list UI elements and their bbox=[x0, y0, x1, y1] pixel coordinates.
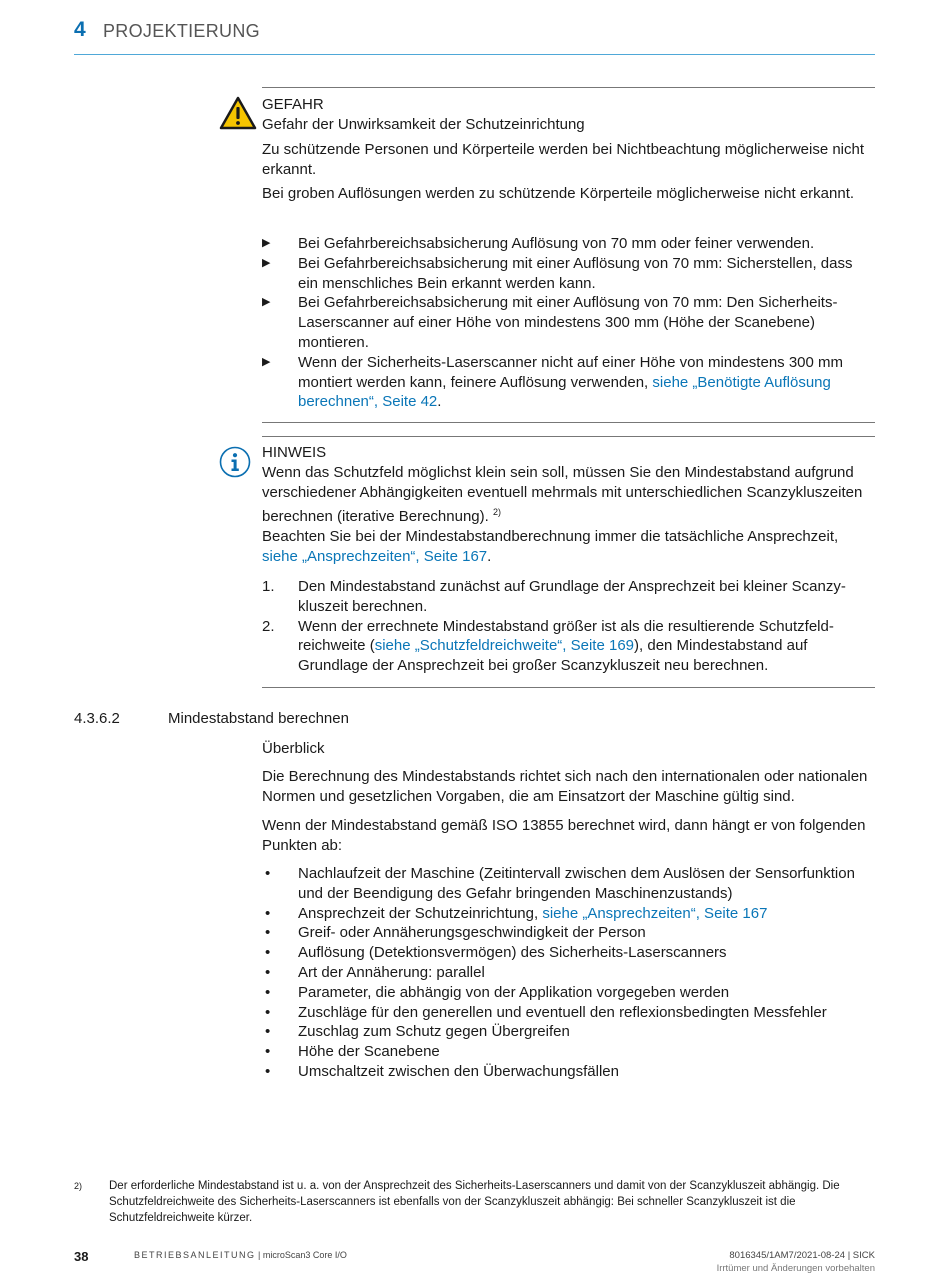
danger-paragraph-2: Bei groben Auflösungen werden zu schützende Körperteile möglicherweise nicht erkannt. bbox=[262, 185, 855, 202]
notice-paragraph-1: Wenn das Schutzfeld möglichst klein sein soll, müssen Sie den Mindestabstand aufgrund verschiedener Abhängigkeiten eventuell mehrmals mit unterschiedlichen Scanzykluszeiten berechnen (iterative Berechnung). $^{2)}$ bbox=[262, 464, 863, 525]
list-item: ▶ Bei Gefahrbereichsabsicherung mit einer Auflösung von 70 mm: Sicherstellen, dass ein menschliches Bein erkannt werden kann. bbox=[262, 254, 853, 292]
list-item: ▶ Bei Gefahrbereichsabsicherung Auflösung von 70 mm oder feiner verwenden. bbox=[262, 235, 815, 252]
chapter-title: PROJEKTIERUNG bbox=[103, 21, 260, 41]
list-item: • Auflösung (Detektionsvermögen) des Sicherheits-Laserscanners bbox=[265, 944, 727, 962]
notice-label: HINWEIS bbox=[262, 444, 327, 461]
link-ansprechzeiten-2[interactable]: siehe „Ansprechzeiten“, Seite 167 bbox=[542, 904, 768, 922]
list-item: • Höhe der Scanebene bbox=[265, 1043, 440, 1061]
section-paragraph-1: Die Berechnung des Mindestabstands richtet sich nach den internationalen oder nationalen Normen und gesetzlichen Vorgaben, die am Einsatzort der Maschine gültig sind. bbox=[262, 768, 868, 805]
triangle-bullet-icon: ▶ bbox=[262, 296, 271, 309]
list-item: 1. Den Mindestabstand zunächst auf Grundlage der Ansprechzeit bei kleiner Scanzykluszeit berechnen. bbox=[262, 578, 846, 615]
notice-steps bbox=[262, 577, 875, 676]
danger-label: GEFAHR bbox=[262, 96, 324, 113]
footer-disclaimer: Irrtümer und Änderungen vorbehalten bbox=[716, 1263, 875, 1274]
subheading-ueberblick: Überblick bbox=[262, 740, 325, 757]
list-item: ▶ Wenn der Sicherheits-Laserscanner nicht auf einer Höhe von mindestens 300 mm montiert werden kann, feinere Auflösung verwenden, siehe „Benötigte Auflösung berechnen“, Seite 42. bbox=[262, 353, 844, 411]
list-item: • Greif- oder Annäherungsgeschwindigkeit der Person bbox=[265, 924, 646, 942]
list-item: • Zuschläge für den generellen und eventuell den reflexionsbedingten Messfehler bbox=[265, 1003, 827, 1021]
list-item: • Umschaltzeit zwischen den Überwachungsfällen bbox=[265, 1062, 619, 1080]
footnote-mark: 2) bbox=[74, 1181, 83, 1191]
triangle-bullet-icon: ▶ bbox=[262, 355, 271, 368]
footnote-text: Der erforderliche Mindestabstand ist u. a. von der Ansprechzeit des Sicherheits-Laserscanners und damit von der Scanzykluszeit abhängig. Die Schutzfeldreichweite des Sicherheits-Laserscanners ist ebenfalls von der Scanzykluszeit abhängig: Bei schneller Scanzykluszeit ist die Schutzfeldreichweite kürzer. bbox=[109, 1180, 840, 1224]
list-item: ▶ Bei Gefahrbereichsabsicherung mit einer Auflösung von 70 mm: Den Sicherheits-Laserscanner auf einer Höhe von mindestens 300 mm (Höhe der Scanebene) montieren. bbox=[262, 294, 838, 351]
info-icon bbox=[219, 446, 251, 478]
list-item: • Nachlaufzeit der Maschine (Zeitintervall zwischen dem Auslösen der Sensorfunktion und der Beendigung des Gefahr bringenden Maschinenzustands) bbox=[265, 865, 855, 902]
footer-document-title: BETRIEBSANLEITUNG | microScan3 Core I/O bbox=[134, 1250, 347, 1260]
section-paragraph-2: Wenn der Mindestabstand gemäß ISO 13855 berechnet wird, dann hängt er von folgenden Punkten ab: bbox=[262, 817, 866, 854]
link-schutzfeldreichweite[interactable]: siehe „Schutzfeldreichweite“, Seite 169 bbox=[374, 637, 635, 655]
footnote-reference[interactable]: 2) bbox=[492, 506, 501, 517]
link-aufloesung[interactable]: siehe „Benötigte Auflösung berechnen“, Seite 42 bbox=[298, 373, 831, 411]
list-item: • Art der Annäherung: parallel bbox=[265, 963, 485, 981]
warning-triangle-icon bbox=[219, 96, 257, 130]
notice-box bbox=[262, 436, 875, 688]
section-number: 4.3.6.2 bbox=[74, 710, 120, 727]
list-item: • Parameter, die abhängig von der Applikation vorgegeben werden bbox=[265, 983, 730, 1001]
list-item: • Ansprechzeit der Schutzeinrichtung, siehe „Ansprechzeiten“, Seite 167 bbox=[265, 904, 768, 922]
triangle-bullet-icon: ▶ bbox=[262, 237, 271, 249]
danger-action-list bbox=[262, 234, 875, 412]
section-title: Mindestabstand berechnen bbox=[168, 710, 349, 727]
page-header bbox=[74, 18, 875, 55]
footer-document-id: 8016345/1AM7/2021-08-24 | SICK Irrtümer und Änderungen vorbehalten bbox=[716, 1250, 875, 1274]
list-item: • Zuschlag zum Schutz gegen Übergreifen bbox=[265, 1023, 570, 1041]
notice-paragraph-2: Beachten Sie bei der Mindestabstandberechnung immer die tatsächliche Ansprechzeit, siehe „Ansprechzeiten“, Seite 167. bbox=[262, 528, 839, 565]
page-number: 38 bbox=[74, 1249, 89, 1264]
danger-paragraph-1: Zu schützende Personen und Körperteile werden bei Nichtbeachtung möglicherweise nicht erkannt. bbox=[262, 141, 865, 178]
factors-list bbox=[262, 864, 875, 1082]
danger-subtitle: Gefahr der Unwirksamkeit der Schutzeinrichtung bbox=[262, 116, 585, 133]
link-ansprechzeiten[interactable]: siehe „Ansprechzeiten“, Seite 167 bbox=[262, 547, 488, 565]
triangle-bullet-icon: ▶ bbox=[262, 256, 271, 269]
list-item: 2. Wenn der errechnete Mindestabstand größer ist als die resultierende Schutzfeldreichweite (siehe „Schutzfeldreichweite“, Seite 169), den Mindestabstand auf Grundlage der Ansprechzeit bei großer Scanzykluszeit neu berechnen. bbox=[262, 617, 834, 675]
chapter-number: 4 bbox=[74, 18, 86, 41]
danger-box bbox=[262, 87, 875, 423]
